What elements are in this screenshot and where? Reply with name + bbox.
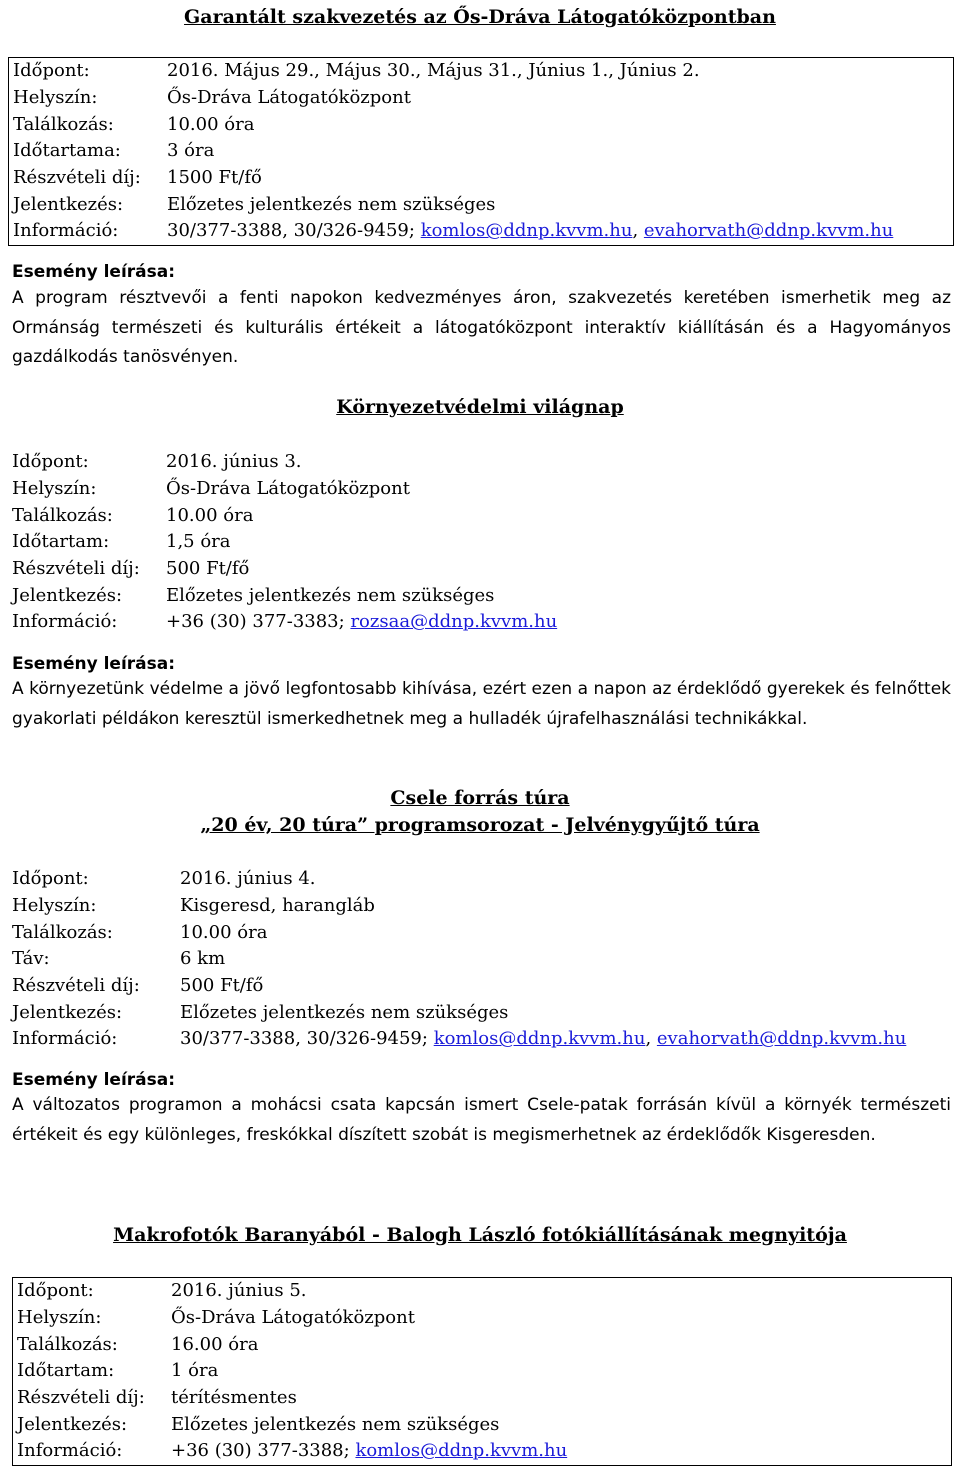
row-value: 10.00 óra — [166, 504, 254, 526]
row-label: Találkozás: — [12, 504, 113, 526]
event-1-desc: A program résztvevői a fenti napokon kedvezményes áron, szakvezetés keretében ismerhetik meg az Ormánság természeti és kulturális értékeit a látogatóközpont interaktív kiállításán és a Hagyományos gazdálkodás tanösvényen. — [12, 288, 951, 367]
info-row — [13, 1411, 952, 1438]
info-row — [8, 529, 954, 556]
event-1-desc-label: Esemény leírása: — [12, 262, 176, 282]
info-row — [13, 1385, 952, 1412]
row-label: Helyszín: — [12, 895, 97, 917]
info-row — [8, 449, 954, 476]
row-value: Ős-Dráva Látogatóközpont — [166, 478, 410, 500]
row-value: 2016. június 3. — [166, 451, 302, 473]
row-value: 500 Ft/fő — [166, 558, 250, 580]
row-label: Időtartam: — [17, 1360, 115, 1382]
row-label: Jelentkezés: — [13, 193, 124, 215]
row-label: Találkozás: — [17, 1333, 118, 1355]
row-value: Ős-Dráva Látogatóközpont — [171, 1307, 415, 1329]
info-row — [9, 191, 954, 218]
info-row — [13, 1305, 952, 1332]
event-2-desc-label: Esemény leírása: — [12, 654, 176, 674]
email-link[interactable]: komlos@ddnp.kvvm.hu — [420, 220, 633, 242]
event-3-desc: A változatos programon a mohácsi csata kapcsán ismert Csele-patak forrásán kívül a környék természeti értékeit és egy különleges, freskókkal díszített szobát is megismerhetnek az érdeklődők Kisgeresden. — [12, 1095, 951, 1145]
row-value: Előzetes jelentkezés nem szükséges — [167, 193, 496, 215]
row-value — [167, 1438, 952, 1465]
info-row — [8, 973, 954, 1000]
row-label: Időtartama: — [13, 140, 121, 162]
row-value: Előzetes jelentkezés nem szükséges — [180, 1001, 509, 1023]
row-label: Időpont: — [13, 60, 90, 82]
info-phone: 30/377-3388, 30/326-9459; — [180, 1028, 428, 1050]
event-2-info-table — [8, 449, 954, 636]
event-1-info-table — [8, 57, 954, 246]
row-label: Részvételi díj: — [13, 167, 141, 189]
row-label: Időpont: — [12, 868, 89, 890]
row-value: Ős-Dráva Látogatóközpont — [167, 87, 411, 109]
row-value: 2016. június 4. — [180, 868, 316, 890]
row-value: 1,5 óra — [166, 531, 231, 553]
row-value: 30/377-3388, 30/326-9459; komlos@ddnp.kvvm.hu, evahorvath@ddnp.kvvm.hu — [180, 1028, 907, 1050]
info-row — [9, 218, 954, 245]
email-link[interactable]: komlos@ddnp.kvvm.hu — [355, 1440, 568, 1462]
email-link[interactable]: evahorvath@ddnp.kvvm.hu — [656, 1028, 907, 1050]
row-label: Találkozás: — [13, 113, 114, 135]
row-label: Részvételi díj: — [17, 1387, 145, 1409]
row-label: Találkozás: — [12, 921, 113, 943]
row-value: 6 km — [180, 948, 226, 970]
row-label: Részvételi díj: — [12, 558, 140, 580]
info-row — [8, 946, 954, 973]
row-label: Helyszín: — [17, 1307, 102, 1329]
row-value: 10.00 óra — [180, 921, 268, 943]
row-label: Helyszín: — [13, 87, 98, 109]
info-row — [9, 111, 954, 138]
row-label: Jelentkezés: — [17, 1413, 128, 1435]
info-row — [8, 476, 954, 503]
row-value: 2016. június 5. — [171, 1280, 307, 1302]
row-label: Helyszín: — [12, 478, 97, 500]
info-row — [13, 1278, 952, 1305]
row-label: Jelentkezés: — [12, 1001, 123, 1023]
row-value: térítésmentes — [171, 1387, 297, 1409]
row-value: 1500 Ft/fő — [167, 167, 262, 189]
info-row — [8, 609, 954, 636]
info-phone: 30/377-3388, 30/326-9459; — [167, 220, 415, 242]
row-value: 500 Ft/fő — [180, 975, 264, 997]
event-2-title: Környezetvédelmi világnap — [336, 396, 624, 418]
row-label: Időpont: — [17, 1280, 94, 1302]
info-row — [8, 919, 954, 946]
row-label: Információ: — [12, 611, 118, 633]
row-value: Kisgeresd, harangláb — [180, 895, 375, 917]
row-label: Időpont: — [12, 451, 89, 473]
event-4-title: Makrofotók Baranyából - Balogh László fotókiállításának megnyitója — [113, 1224, 847, 1246]
info-row — [9, 165, 954, 192]
row-value: 30/377-3388, 30/326-9459; komlos@ddnp.kvvm.hu, evahorvath@ddnp.kvvm.hu — [167, 220, 894, 242]
info-row — [8, 893, 954, 920]
info-row — [9, 58, 954, 85]
info-row — [8, 1026, 954, 1053]
event-3-title: Csele forrás túra — [390, 787, 570, 809]
info-row — [8, 556, 954, 583]
event-3-desc-label: Esemény leírása: — [12, 1070, 176, 1090]
info-row — [13, 1331, 952, 1358]
info-row — [8, 502, 954, 529]
row-label: Jelentkezés: — [12, 584, 123, 606]
row-value: Előzetes jelentkezés nem szükséges — [166, 584, 495, 606]
event-4-info-table — [12, 1277, 952, 1466]
info-row — [13, 1438, 952, 1465]
event-3-subtitle: „20 év, 20 túra” programsorozat - Jelvénygyűjtő túra — [200, 814, 760, 836]
row-value: 2016. Május 29., Május 30., Május 31., Június 1., Június 2. — [167, 60, 700, 82]
row-value: 10.00 óra — [167, 113, 255, 135]
email-link[interactable]: komlos@ddnp.kvvm.hu — [433, 1028, 646, 1050]
info-row — [13, 1358, 952, 1385]
info-row — [8, 866, 954, 893]
row-value: 16.00 óra — [171, 1333, 259, 1355]
event-2-desc: A környezetünk védelme a jövő legfontosabb kihívása, ezért ezen a napon az érdeklődő gyerekek és felnőttek gyakorlati példákon keresztül ismerkedhetnek meg a hulladék újrafelhasználási technikákkal. — [12, 679, 951, 729]
row-label: Információ: — [12, 1028, 118, 1050]
info-row — [9, 138, 954, 165]
event-3-info-table — [8, 866, 954, 1053]
info-row — [8, 999, 954, 1026]
event-1-title: Garantált szakvezetés az Ős-Dráva Látogatóközpontban — [184, 6, 776, 28]
row-value: 1 óra — [171, 1360, 219, 1382]
info-row — [9, 85, 954, 112]
info-row — [8, 582, 954, 609]
row-label: Részvételi díj: — [12, 975, 140, 997]
email-link[interactable]: evahorvath@ddnp.kvvm.hu — [643, 220, 894, 242]
row-value: 3 óra — [167, 140, 215, 162]
row-label: Információ: — [17, 1440, 123, 1462]
row-label: Információ: — [13, 220, 119, 242]
row-value — [162, 609, 954, 636]
info-phone: +36 (30) 377-3388; — [171, 1440, 350, 1462]
row-value: Előzetes jelentkezés nem szükséges — [171, 1413, 500, 1435]
row-label: Táv: — [12, 948, 50, 970]
email-link[interactable]: rozsaa@ddnp.kvvm.hu — [350, 611, 558, 633]
info-phone: +36 (30) 377-3383; — [166, 611, 345, 633]
row-label: Időtartam: — [12, 531, 110, 553]
